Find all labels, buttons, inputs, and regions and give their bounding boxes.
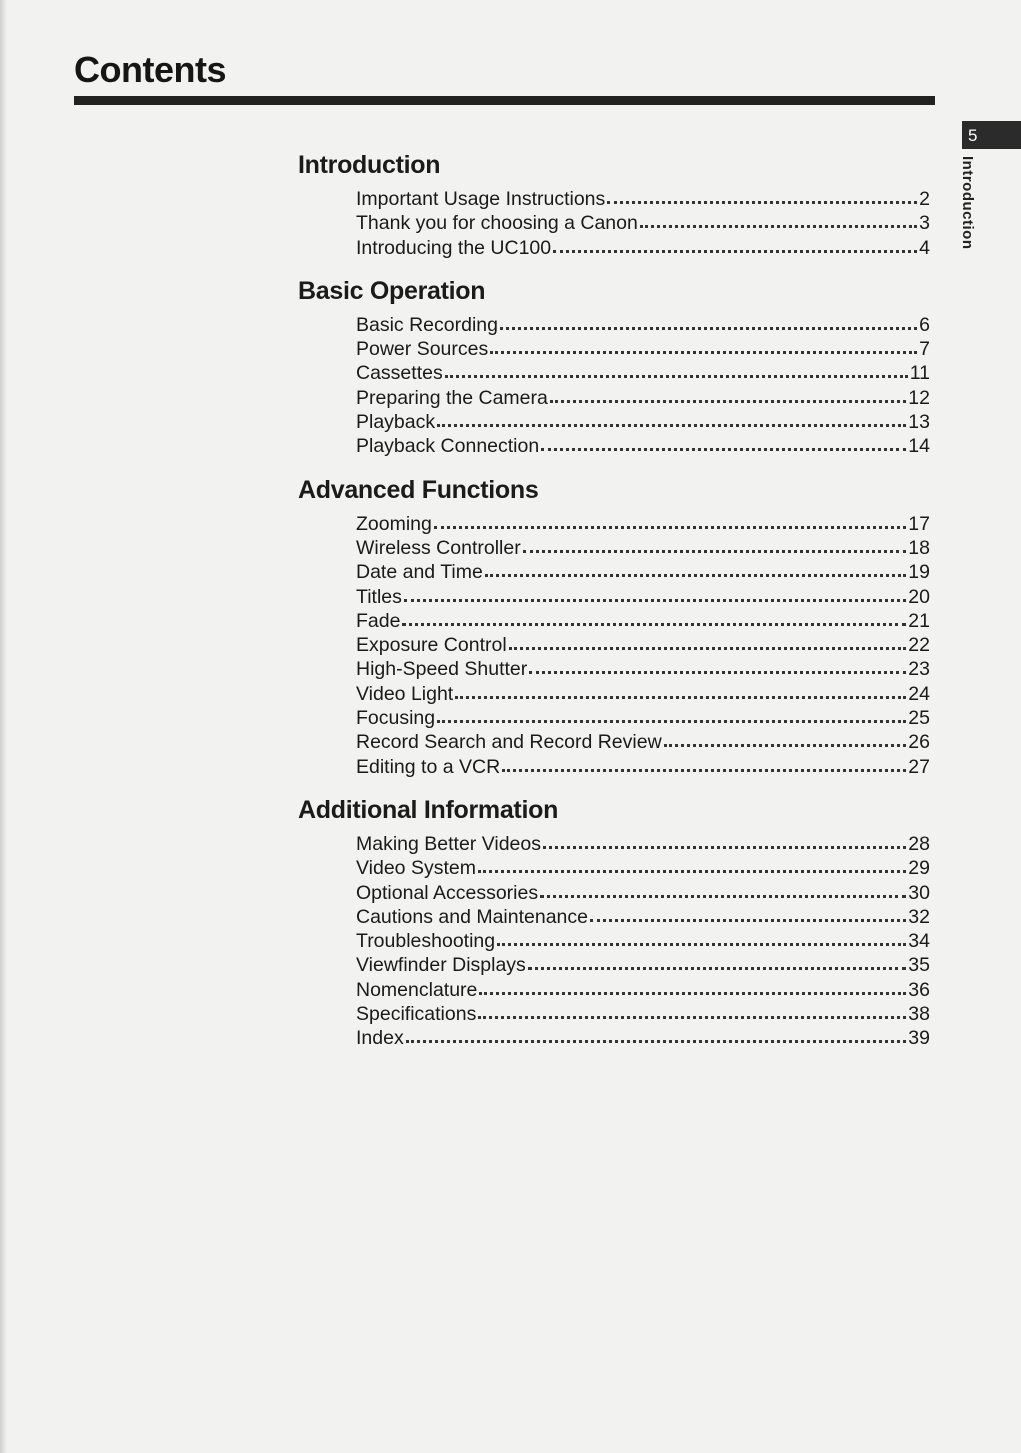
toc-entry-title: Editing to a VCR xyxy=(356,755,501,778)
toc-entry-page-number: 36 xyxy=(908,978,930,1001)
dot-leader xyxy=(402,619,906,626)
dot-leader xyxy=(500,323,917,330)
entry-list xyxy=(356,187,930,260)
toc-entry[interactable] xyxy=(356,856,930,880)
toc-entry[interactable] xyxy=(356,1026,930,1050)
dot-leader xyxy=(523,546,907,553)
toc-entry-title: Nomenclature xyxy=(356,978,478,1001)
toc-entry[interactable] xyxy=(356,512,930,536)
dot-leader xyxy=(437,420,906,427)
toc-entry-title: Basic Recording xyxy=(356,313,498,336)
toc-entry-page-number: 11 xyxy=(909,362,930,385)
toc-entry-page-number: 17 xyxy=(908,512,930,535)
dot-leader xyxy=(485,570,906,577)
dot-leader xyxy=(543,842,906,849)
toc-entry[interactable] xyxy=(356,682,930,706)
dot-leader xyxy=(640,221,917,228)
toc-entry-page-number: 23 xyxy=(908,658,930,681)
toc-entry-title: Specifications xyxy=(356,1003,477,1026)
toc-entry-title: Optional Accessories xyxy=(356,881,539,904)
dot-leader xyxy=(664,740,907,747)
toc-entry[interactable] xyxy=(356,386,930,410)
toc-entry-page-number: 13 xyxy=(908,411,930,434)
toc-entry-page-number: 20 xyxy=(908,585,930,608)
section-heading: Additional Information xyxy=(298,795,559,824)
toc-entry-title: Cautions and Maintenance xyxy=(356,905,588,928)
side-tab-label: Introduction xyxy=(959,156,976,250)
dot-leader xyxy=(497,939,906,946)
toc-entry-page-number: 12 xyxy=(908,386,930,409)
dot-leader xyxy=(434,522,906,529)
dot-leader xyxy=(553,246,917,253)
toc-entry-page-number: 27 xyxy=(908,755,930,778)
toc-entry[interactable] xyxy=(356,730,930,754)
entry-list xyxy=(356,313,930,459)
toc-entry-title: Fade xyxy=(356,609,401,632)
dot-leader xyxy=(406,1036,907,1043)
toc-entry-page-number: 32 xyxy=(908,905,930,928)
toc-entry-page-number: 38 xyxy=(908,1003,930,1026)
toc-entry[interactable] xyxy=(356,832,930,856)
dot-leader xyxy=(550,396,906,403)
toc-entry-title: Power Sources xyxy=(356,338,489,361)
dot-leader xyxy=(478,866,906,873)
toc-entry[interactable] xyxy=(356,881,930,905)
toc-entry[interactable] xyxy=(356,657,930,681)
entry-list xyxy=(356,512,930,779)
toc-entry-title: Thank you for choosing a Canon xyxy=(356,212,638,235)
dot-leader xyxy=(607,197,917,204)
toc-entry-title: Wireless Controller xyxy=(356,536,521,559)
page-title: Contents xyxy=(74,49,226,90)
toc-entry[interactable] xyxy=(356,978,930,1002)
toc-entry-page-number: 21 xyxy=(908,609,930,632)
toc-entry-page-number: 39 xyxy=(908,1027,930,1050)
side-tab xyxy=(962,121,1021,149)
toc-entry[interactable] xyxy=(356,434,930,458)
toc-entry-page-number: 35 xyxy=(908,954,930,977)
toc-entry[interactable] xyxy=(356,609,930,633)
dot-leader xyxy=(455,692,906,699)
toc-entry-title: Video Light xyxy=(356,682,454,705)
toc-entry-title: High-Speed Shutter xyxy=(356,658,528,681)
toc-entry-page-number: 24 xyxy=(908,682,930,705)
title-rule xyxy=(74,96,935,105)
toc-entry-title: Video System xyxy=(356,857,476,880)
toc-entry-title: Zooming xyxy=(356,512,432,535)
dot-leader xyxy=(478,1012,906,1019)
toc-entry[interactable] xyxy=(356,313,930,337)
toc-entry[interactable] xyxy=(356,1002,930,1026)
toc-entry[interactable] xyxy=(356,755,930,779)
toc-entry-title: Record Search and Record Review xyxy=(356,731,662,754)
dot-leader xyxy=(529,667,906,674)
toc-entry-title: Playback Connection xyxy=(356,435,540,458)
toc-entry[interactable] xyxy=(356,585,930,609)
dot-leader xyxy=(590,915,906,922)
dot-leader xyxy=(509,643,907,650)
toc-entry[interactable] xyxy=(356,361,930,385)
toc-entry-title: Focusing xyxy=(356,707,436,730)
toc-entry[interactable] xyxy=(356,953,930,977)
dot-leader xyxy=(479,988,906,995)
toc-entry-page-number: 25 xyxy=(908,707,930,730)
toc-entry-page-number: 14 xyxy=(908,435,930,458)
toc-entry-title: Cassettes xyxy=(356,362,443,385)
toc-entry-title: Index xyxy=(356,1027,404,1050)
toc-entry-title: Playback xyxy=(356,411,436,434)
toc-entry-page-number: 26 xyxy=(908,731,930,754)
dot-leader xyxy=(502,765,906,772)
toc-entry-page-number: 34 xyxy=(908,930,930,953)
toc-entry-page-number: 4 xyxy=(919,236,930,259)
dot-leader xyxy=(540,891,906,898)
toc-entry-title: Date and Time xyxy=(356,561,483,584)
toc-entry-page-number: 2 xyxy=(919,188,930,210)
toc-entry-page-number: 28 xyxy=(908,832,930,855)
toc-entry-title: Troubleshooting xyxy=(356,930,496,953)
toc-entry[interactable] xyxy=(356,905,930,929)
toc-entry[interactable] xyxy=(356,236,930,260)
toc-entry-title: Preparing the Camera xyxy=(356,386,548,409)
page-number: 5 xyxy=(968,126,978,145)
table-of-contents xyxy=(298,148,930,1065)
section-heading: Introduction xyxy=(298,151,441,179)
toc-entry-page-number: 3 xyxy=(919,212,930,235)
toc-entry-page-number: 7 xyxy=(919,338,930,361)
toc-entry[interactable] xyxy=(356,929,930,953)
dot-leader xyxy=(490,347,917,354)
toc-entry-page-number: 19 xyxy=(908,561,930,584)
toc-entry[interactable] xyxy=(356,536,930,560)
toc-entry-title: Making Better Videos xyxy=(356,832,541,855)
dot-leader xyxy=(437,716,906,723)
toc-entry-title: Viewfinder Displays xyxy=(356,954,526,977)
section-heading: Basic Operation xyxy=(298,276,486,305)
toc-entry[interactable] xyxy=(356,633,930,657)
toc-entry[interactable] xyxy=(356,706,930,730)
toc-entry-page-number: 18 xyxy=(908,536,930,559)
scan-edge-shadow xyxy=(0,0,7,1453)
toc-entry-title: Titles xyxy=(356,585,402,608)
toc-entry-title: Introducing the UC100 xyxy=(356,236,552,259)
toc-entry[interactable] xyxy=(356,410,930,434)
toc-entry-page-number: 30 xyxy=(908,881,930,904)
toc-entry-page-number: 22 xyxy=(908,634,930,657)
toc-entry[interactable] xyxy=(356,211,930,235)
toc-entry-page-number: 29 xyxy=(908,857,930,880)
toc-entry[interactable] xyxy=(356,560,930,584)
toc-entry[interactable] xyxy=(356,337,930,361)
section-heading: Advanced Functions xyxy=(298,475,539,504)
toc-entry-title: Important Usage Instructions xyxy=(356,188,606,210)
toc-entry[interactable] xyxy=(356,187,930,211)
toc-entry-title: Exposure Control xyxy=(356,634,507,657)
entry-list xyxy=(356,832,930,1051)
dot-leader xyxy=(541,444,906,451)
dot-leader xyxy=(404,595,906,602)
dot-leader xyxy=(528,963,907,970)
toc-entry-page-number: 6 xyxy=(919,313,930,336)
dot-leader xyxy=(445,371,908,378)
